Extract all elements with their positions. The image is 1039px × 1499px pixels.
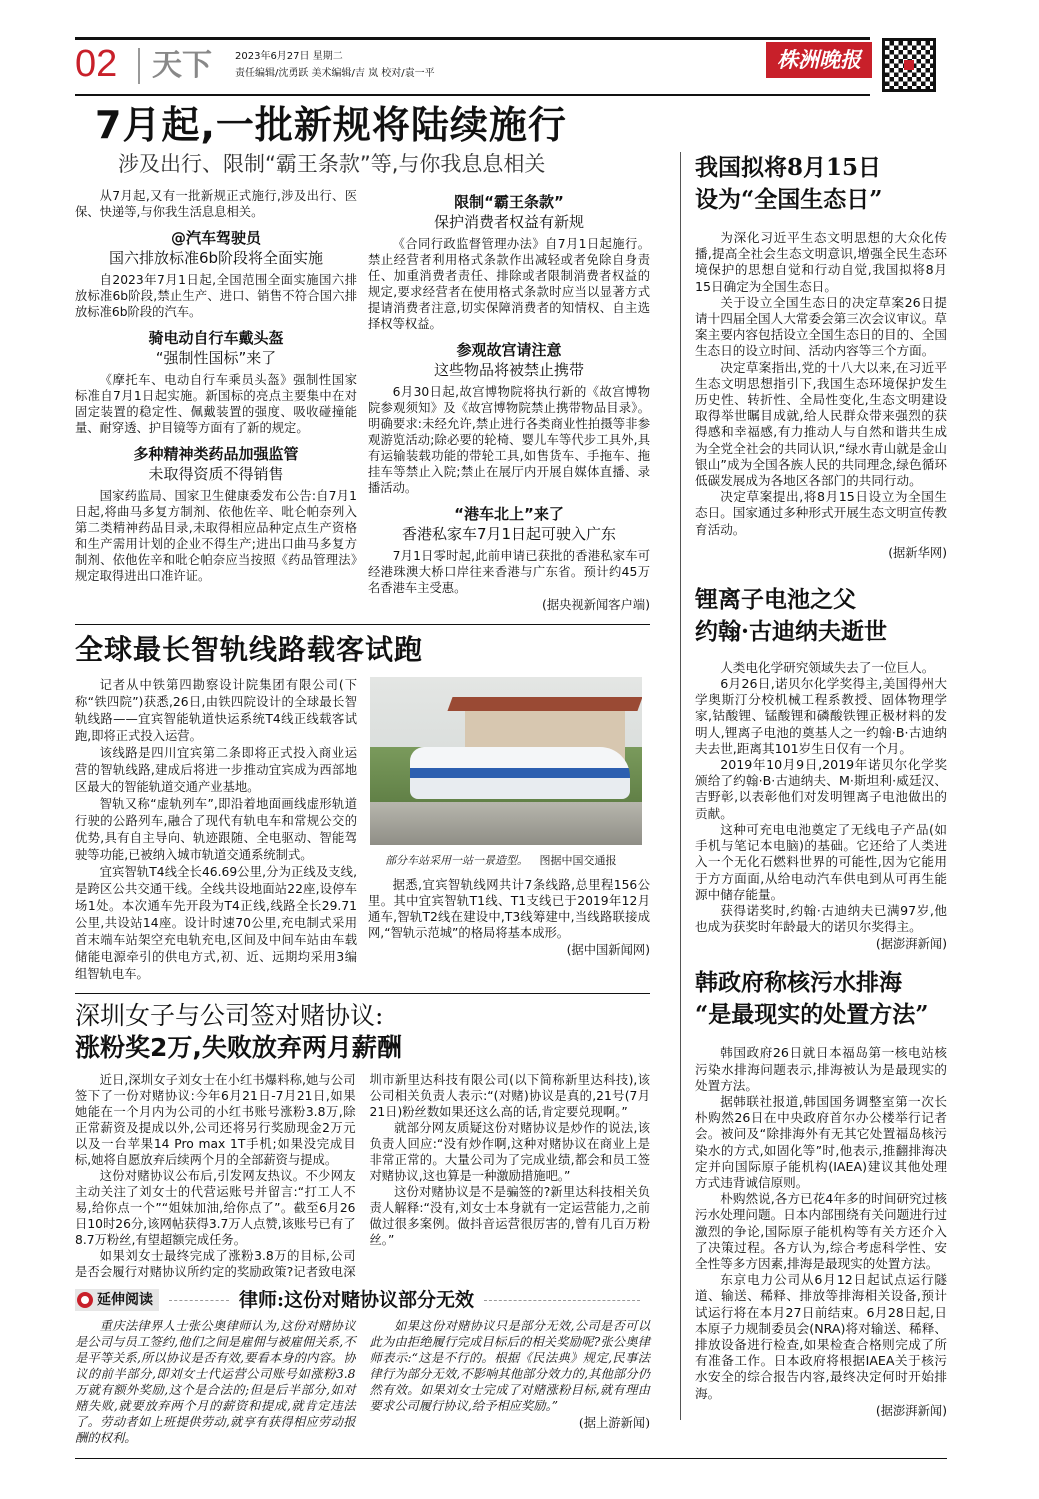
editors: 责任编辑/沈勇跃 美术编辑/吉 岚 校对/袁一平 [235, 68, 435, 79]
paragraph: 为深化习近平生态文明思想的大众化传播,提高全社会生态文明意识,增强全民生态环境保护的思想自觉和行动自觉,我国拟将8月15日确定为全国生态日。 [695, 230, 947, 294]
item-body: 7月1日零时起,此前申请已获批的香港私家车可经港珠澳大桥口岸往来香港与广东省。预计约45万名香港车主受惠。 [368, 549, 650, 595]
item-subheading: 保护消费者权益有新规 [433, 213, 584, 231]
item-body: 6月30日起,故宫博物院将执行新的《故宫博物院参观须知》及《故宫博物院禁止携带物品目录》。明确要求:未经允许,禁止进行各类商业性拍摄等非参观游览活动;除必要的轮椅、婴儿车等代步工具外,具有运输装载功能的带轮工具,如售货车、手拖车、拖挂车等禁止入院;禁止在展厅内开展自媒体直播、录播活动。 [368, 385, 650, 495]
paragraph: 如果这份对赌协议只是部分无效,公司是否可以此为由拒绝履行完成目标后的相关奖励呢?张公奥律师表示:“这是不行的。根据《民法典》规定,民事法律行为部分无效,不影响其他部分效力的,其他部分仍然有效。如果刘女士完成了对赌涨粉目标,就有理由要求公司履行协议,给予相应奖励。” [369, 1319, 650, 1413]
eco-day-article [695, 152, 947, 562]
korea-title-line1: 韩政府称核污水排海 [695, 969, 902, 997]
photo-caption [385, 853, 650, 869]
paragraph: 人类电化学研究领域失去了一位巨人。 [720, 659, 935, 675]
newspaper-logo: 株洲晚报 [766, 42, 872, 78]
intro-paragraph: 从7月起,又有一批新规正式施行,涉及出行、医保、快递等,与你我生活息息相关。 [75, 189, 357, 219]
paragraph: 智轨又称“虚轨列车”,即沿着地面画线虚形轨道行驶的公路列车,融合了现代有轨电车和常规公交的优势,具有自主导向、轨迹跟随、全电驱动、智能驾驶等功能,已被纳入城市轨道交通系统制式。 [75, 797, 357, 862]
smart-rail-middle-column [368, 677, 650, 959]
header-divider [138, 48, 140, 84]
header-top-rule [75, 37, 870, 40]
issue-date: 2023年6月27日 星期二 [235, 51, 343, 62]
item-subheading: 未取得资质不得销售 [148, 465, 284, 483]
item-heading: 多种精神类药品加强监管 [133, 445, 299, 463]
source-credit: (据中国新闻网) [566, 943, 650, 957]
item-body: 《摩托车、电动自行车乘员头盔》强制性国家标准自7月1日起实施。新国标的亮点主要集中在对固定装置的稳定性、佩戴装置的强度、吸收碰撞能量、耐穿透、护目镜等方面有了新的规定。 [75, 373, 357, 435]
extended-reading-bar [75, 1288, 650, 1312]
item-subheading: 香港私家车7月1日起可驶入广东 [401, 525, 617, 543]
paragraph: 记者从中铁第四勘察设计院集团有限公司(下称“铁四院”)获悉,26日,由铁四院设计的全球最长智轨线路——宜宾智能轨道快运系统T4线正线载客试跑,即将正式投入运营。 [75, 678, 357, 743]
paragraph: 韩国政府26日就日本福岛第一核电站核污染水排海问题表示,排海被认为是最现实的处置方法。 [695, 1045, 947, 1093]
headline-smart-rail: 全球最长智轨线路载客试跑 [75, 633, 424, 666]
item-subheading: 国六排放标准6b阶段将全面实施 [108, 249, 324, 267]
new-rules-body [75, 188, 650, 614]
paragraph: 据悉,宜宾智轨线网共计7条线路,总里程156公里。其中宜宾智轨T1线、T1支线已于2019年12月通车,智轨T2线在建设中,T3线筹建中,当线路联接成网,“智轨示范城”的格局将基本成形。 [368, 878, 650, 940]
header-bottom-rule [75, 94, 870, 96]
section-rule [75, 993, 650, 994]
circle-icon [77, 1292, 93, 1308]
section-name: 天下 [152, 48, 212, 83]
dashed-line [169, 1300, 229, 1301]
extended-reading-tag [75, 1289, 159, 1311]
source-credit: (据澎湃新闻) [875, 937, 947, 952]
source-credit: (据澎湃新闻) [875, 1403, 947, 1418]
korea-title-line2: “是最现实的处置方法” [695, 1001, 929, 1029]
headline-shenzhen-line2: 涨粉奖2万,失败放弃两月薪酬 [75, 1033, 402, 1062]
paragraph: 这份对赌协议是不是骗签的?新里达科技相关负责人解释:“没有,刘女士本身就有一定运营能力,之前做过很多案例。做抖音运营很厉害的,曾有几百万粉丝。” [369, 1185, 650, 1247]
paragraph: 决定草案指出,党的十八大以来,在习近平生态文明思想指引下,我国生态环境保护发生历史性、转折性、全局性变化,生态文明建设取得举世瞩目成就,给人民群众带来强烈的获得感和幸福感,有力推动人与自然和谐共生成为全党全社会的共同认识,“绿水青山就是金山银山”成为全国各族人民的共同理念,绿色循环低碳发展成为各地区各部门的共同行动。 [695, 359, 947, 489]
paragraph: 6月26日,诺贝尔化学奖得主,美国得州大学奥斯汀分校机械工程系教授、固体物理学家,钴酸锂、锰酸锂和磷酸铁锂正极材料的发明人,锂离子电池的奠基人之一约翰·B·古迪纳夫去世,距离其101岁生日仅有一个月。 [695, 676, 947, 756]
shenzhen-body [75, 1072, 650, 1280]
paragraph: 决定草案提出,将8月15日设立为全国生态日。国家通过多种形式开展生态文明宣传教育活动。 [695, 489, 947, 537]
paragraph: 这种可充电电池奠定了无线电子产品(如手机与笔记本电脑)的基础。它还给了人类进入一个无化石燃料世界的可能性,因为它能用于方方面面,从给电动汽车供电到从可再生能源中储存能量。 [695, 821, 947, 902]
paragraph: 2019年10月9日,2019年诺贝尔化学奖颁给了约翰·B·古迪纳夫、M·斯坦利·威廷汉、吉野彰,以表彰他们对发明锂离子电池做出的贡献。 [695, 757, 947, 821]
paragraph: 据韩联社报道,韩国国务调整室第一次长朴购然26日在中央政府首尔办公楼举行记者会。被问及“除排海外有无其它处置福岛核污染水的方式,如固化等”时,他表示,推翻排海决定并向国际原子能机构(IAEA)建议其他处理方式违背诚信原则。 [695, 1093, 947, 1190]
item-heading: 限制“霸王条款” [454, 193, 564, 211]
headline-new-rules: 7月起,一批新规将陆续施行 [95, 103, 567, 147]
paragraph: 朴购然说,各方已花4年多的时间研究过核污水处理问题。日本内部围绕有关问题进行过激烈的争论,国际原子能机构等有关方还介入了决策过程。各方认为,综合考虑科学性、安全性等多方因素,排海是最现实的处置方法。 [695, 1191, 947, 1271]
source-credit: (据上游新闻) [578, 1416, 650, 1430]
subheadline-new-rules: 涉及出行、限制“霸王条款”等,与你我息息相关 [118, 152, 546, 176]
paragraph: 这份对赌协议公布后,引发网友热议。不少网友主动关注了刘女士的代营运账号并留言:“打工人不易,给你点一个”“姐妹加油,给你点了”。截至6月26日10时26分,该网帖获得3.7万人点赞,该账号已有了8.7万粉丝,有望超额完成任务。 [75, 1169, 356, 1247]
new-rules-middle-column [368, 188, 650, 614]
dashed-line [484, 1300, 640, 1301]
korea-article [695, 967, 947, 1419]
item-heading: 参观故宫请注意 [456, 341, 562, 359]
smart-rail-body [75, 677, 650, 983]
paragraph: 该线路是四川宜宾第二条即将正式投入商业运营的智轨线路,建成后将进一步推动宜宾成为西部地区最大的智能轨道交通产业基地。 [75, 746, 357, 794]
item-body: 国家药监局、国家卫生健康委发布公告:自7月1日起,将曲马多复方制剂、依他佐辛、吡仑帕奈列入第二类精神药品目录,未取得相应品种定点生产资格和生产需用计划的企业不得生产;进出口曲马多复方制剂、依他佐辛和吡仑帕奈应当按照《药品管理法》规定取得进出口准许证。 [75, 489, 357, 583]
source-credit: (据新华网) [888, 545, 947, 560]
right-column [680, 152, 947, 1420]
item-heading: 骑电动自行车戴头盔 [148, 329, 284, 347]
main-area [75, 100, 650, 1446]
headline-shenzhen-line1: 深圳女子与公司签对赌协议: [75, 1001, 384, 1030]
item-subheading: “强制性国标”来了 [155, 349, 277, 367]
section-rule [75, 624, 650, 625]
paragraph: 重庆法律界人士张公奥律师认为,这份对赌协议是公司与员工签约,他们之间是雇佣与被雇佣关系,不是平等关系,所以协议是否有效,要看本身的内容。协议的前半部分,即刘女士代运营公司账号如涨粉3.8万就有额外奖励,这个是合法的;但是后半部分,如对赌失败,就要放弃两个月的薪资和提成,就肯定违法了。劳动者如上班提供劳动,就享有获得相应劳动报酬的权利。 [75, 1319, 356, 1445]
paragraph: 如果刘女士最终完成了涨粉3.8万的目标,公司是否会履行对赌协议所约定的奖励政策?记者致电深圳市新里达科技有限公司(以下简称新里达科技),该公司相关负责人表示:“(对赌)协议是真的,21号(7月21日)粉丝数如果还这么高的话,肯定要兑现啊。” [75, 1073, 650, 1279]
item-heading: @汽车驾驶员 [170, 229, 261, 247]
paragraph: 就部分网友质疑这份对赌协议是炒作的说法,该负责人回应:“没有炒作啊,这种对赌协议在商业上是非常正常的。大量公司为了完成业绩,都会和员工签对赌协议,这也算是一种激励措施吧。” [369, 1121, 650, 1183]
item-body: 自2023年7月1日起,全国范围全面实施国六排放标准6b阶段,禁止生产、进口、销售不符合国六排放标准6b阶段的汽车。 [75, 273, 357, 319]
extended-reading-title: 律师:这份对赌协议部分无效 [239, 1289, 475, 1311]
extended-reading-body [75, 1318, 650, 1446]
source-credit: (据央视新闻客户端) [542, 598, 650, 612]
item-heading: “港车北上”来了 [454, 505, 564, 523]
photo-credit: 图据中国交通报 [539, 854, 617, 867]
paragraph: 东京电力公司从6月12日起试点运行隧道、输送、稀释、排放等排海相关设备,预计试运行将在本月27日前结束。6月28日起,日本原子力规制委员会(NRA)将对输送、稀释、排放设备进行检查,如果检查合格则完成了所有准备工作。日本政府将根据IAEA关于核污水安全的综合报告内容,最终决定何时开始排海。 [695, 1272, 947, 1401]
goodenough-title-line1: 锂离子电池之父 [695, 585, 856, 613]
extended-reading-label: 延伸阅读 [97, 1292, 153, 1308]
new-rules-left-column [75, 188, 357, 584]
goodenough-article [695, 584, 947, 953]
paragraph: 近日,深圳女子刘女士在小红书爆料称,她与公司签下了一份对赌协议:今年6月21日-7月21日,如果她能在一个月内为公司的小红书账号涨粉3.8万,除正常薪资及提成以外,公司还将另行奖励现金2万元以及一台苹果14 Pro max 1T手机;如果没完成目标,她将自愿放弃后续两个月的全部薪资与提成。 [75, 1073, 356, 1167]
paragraph: 关于设立全国生态日的决定草案26日提请十四届全国人大常委会第三次会议审议。草案主要内容包括设立全国生态日的目的、全国生态日的设立时间、活动内容等三个方面。 [695, 294, 947, 359]
eco-day-title-line1: 我国拟将8月15日 [695, 154, 882, 181]
smart-rail-left-column [75, 677, 357, 983]
page-number: 02 [75, 43, 118, 85]
eco-day-title-line2: 设为“全国生态日” [695, 186, 883, 213]
item-body: 《合同行政监督管理办法》自7月1日起施行。禁止经营者利用格式条款作出减轻或者免除自身责任、加重消费者责任、排除或者限制消费者权益的规定,要求经营者在使用格式条款时应当以显著方式提请消费者注意,切实保障消费者的知情权、自主选择权等权益。 [368, 237, 650, 331]
paragraph: 宜宾智轨T4线全长46.69公里,分为正线及支线,是跨区公共交通干线。全线共设地面站22座,设停车场1处。本次通车先开段为T4正线,线路全长29.71公里,共设站14座。设计时速70公里,充电制式采用首末端车站架空充电轨充电,区间及中间车站由车载储能电源牵引的供电方式,初、近、远期均采用3编组智轨电车。 [75, 865, 357, 981]
goodenough-title-line2: 约翰·古迪纳夫逝世 [695, 617, 888, 645]
item-subheading: 这些物品将被禁止携带 [433, 361, 584, 379]
smart-rail-photo [370, 677, 642, 845]
paragraph: 获得诺奖时,约翰·古迪纳夫已满97岁,他也成为获奖时年龄最大的诺贝尔奖得主。 [695, 902, 947, 935]
qr-code-icon [882, 38, 936, 92]
page-body [75, 100, 947, 1499]
caption-text: 部分车站采用一站一景造型。 [385, 854, 528, 867]
